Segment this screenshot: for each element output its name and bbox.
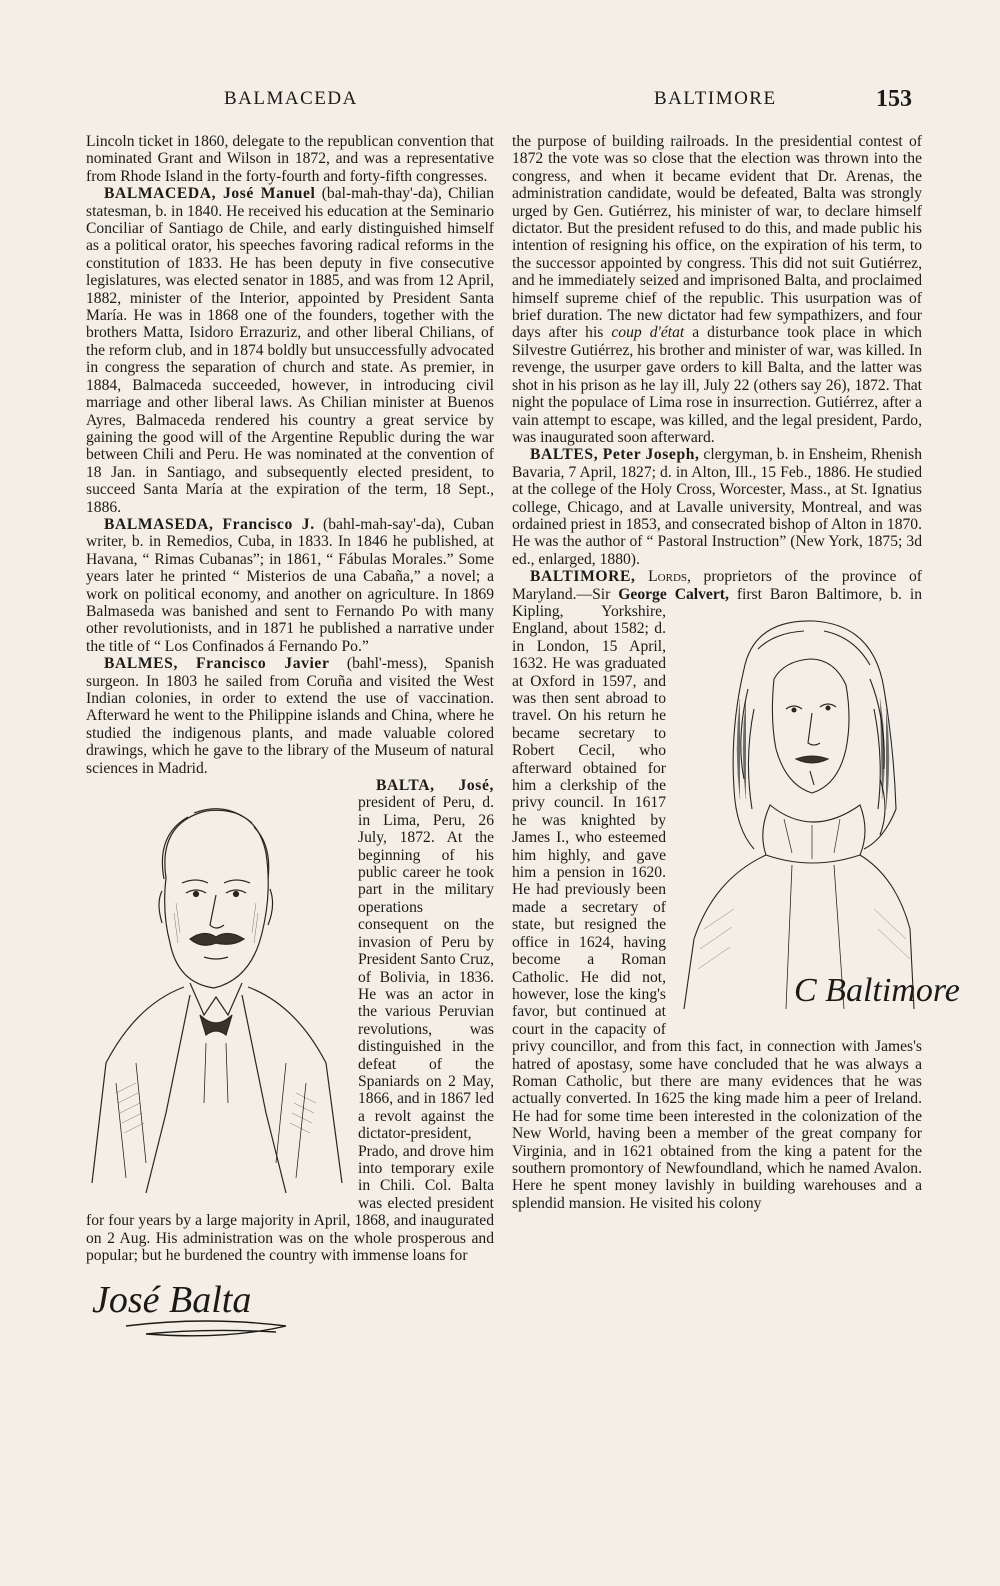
headword-balmaseda: BALMASEDA, Francisco J. — [104, 515, 315, 533]
entry-baltimore: BALTIMORE, Lords, proprietors of the province of Maryland.—Sir George Calvert, C Baltimore first Baron Baltimore, b. in Kipling, Yorkshire, England, about 1582; d. in London, 15 April, 1632. He was graduated at Oxford in 1597, and was then sent abroad to travel. On his return he became secretary to Robert Cecil, who afterward obtained for him a clerkship of the privy council. In 1617 he was knighted by James I., who esteemed him highly, and gave him a pension in 1620. He had previously been made a secretary of state, but resigned the office in 1624, having become a Roman Catholic. He did not, however, lose the king's favor, but continued at court in the capacity of privy councillor, and from this fact, in connection with James's hatred of apostasy, some have concluded that he was always a Roman Catholic, but there are many evidences that he was actually converted. In 1625 the king made him a peer of Ireland. He had for some time been interested in the colonization of the New World, having been a member of the great company for Virginia, and in 1621 obtained from the king a patent for the southern promontory of Newfoundland, which he named Avalon. Here he spent money lavishly in building warehouses and a splendid mansion. He visited his colony — [512, 568, 960, 1212]
entry-text: first Baron Baltimore, b. in Kipling, Yorkshire, England, about 1582; d. in London, 15 April, 1632. He was graduated at Oxford in 1597, and was then sent abroad to travel. On his return he became secretary to Robert Cecil, who afterward obtained for him a clerkship of the privy council. In 1617 he was knighted by James I., who esteemed him highly, and gave him a pension in 1620. He had previously been made a secretary of state, but resigned the office in 1624, having become a Roman Catholic. He did not, however, lose the king's favor, but continued at court in the capacity of privy councillor, and from this fact, in connection with James's hatred of apostasy, some have concluded that he was always a Roman Catholic, but there are many evidences that he was actually converted. In 1625 the king made him a peer of Ireland. He had for some time been interested in the colonization of the New World, having been a member of the great company for Virginia, and in 1621 obtained from the king a patent for the southern promontory of Newfoundland, which he named Avalon. Here he spent money lavishly in building warehouses and a splendid mansion. He visited his colony — [512, 585, 922, 1212]
entry-text: president of Peru, d. in Lima, Peru, 26 July, 1872. At the beginning of his public career he took part in the military operations consequent on the invasion of Peru by President Santo Cruz, of Bolivia, in 1836. He was an actor in the various Peruvian revolutions, was distinguished in the defeat of the Spaniards on 2 May, 1866, and in 1867 led a revolt against the dictator-president, Prado, and drove him into temporary exile in Chili. Col. Balta was elected president for four years by a large majority in April, 1868, and inaugurated on 2 Aug. His administration was on the whole prosperous and popular; but he burdened the country with immense loans for — [86, 794, 494, 1264]
right-column — [512, 133, 960, 1212]
entry-balmaseda — [86, 516, 494, 655]
calvert-signature: C Baltimore — [794, 971, 960, 1009]
headword-balmaceda: BALMACEDA, José Manuel — [104, 185, 316, 203]
entry-balmes — [86, 655, 494, 777]
left-column — [86, 133, 494, 1264]
running-head-left: BALMACEDA — [224, 88, 358, 109]
entry-text: clergyman, b. in Ensheim, Rhenish Bavaria, 7 April, 1827; d. in Alton, Ill., 15 Feb., 1886. He studied at the college of the Holy Cross, Worcester, Mass., at St. Ignatius college, Chicago, and at Lavalle university, Montreal, and was ordained priest in 1853, and consecrated bishop of Alton in 1870. He was the author of “ Pastoral Instruction” (New York, 1875; 3d ed., enlarged, 1880). — [512, 446, 922, 568]
lords-smallcaps: Lords — [648, 568, 688, 586]
running-head-right: BALTIMORE — [654, 88, 777, 109]
portrait-balta-image — [86, 783, 348, 1203]
entry-baltes — [512, 446, 922, 568]
page-number: 153 — [876, 86, 912, 112]
paragraph-continued: the purpose of building railroads. In the presidential contest of 1872 the vote was so close that the election was thrown into the congress, and when it became evident that Dr. Arenas, the administration candidate, would be defeated, Balta was strongly urged by Gen. Gutiérrez, his minister of war, to declare himself dictator. But the president refused to do this, and made public his intention of resigning his office, on the expiration of his term, to the successor appointed by congress. This did not suit Gutiérrez, and he immediately seized and imprisoned Balta, and proclaimed himself supreme chief of the republic. This usurpation was of brief duration. The new dictator had few sympathizers, and four days after his coup d'état a disturbance took place in which Silvestre Gutiérrez, his brother and minister of war, was killed. In revenge, the usurper gave orders to kill Balta, and the latter was shot in his prison as he lay ill, July 22 (others say 26), 1872. That night the populace of Lima rose in insurrection. Gutiérrez, after a vain attempt to escape, was killed, and the legal president, Pardo, was inaugurated soon afterward. — [512, 133, 922, 446]
subhead-george-calvert: George Calvert, — [618, 585, 729, 603]
headword-baltes: BALTES, Peter Joseph, — [530, 446, 700, 464]
balta-signature-image — [86, 1270, 326, 1350]
entry-text: (bal-mah-thay'-da), Chilian statesman, b. in 1840. He received his education at the Seminario Conciliar of Santiago de Chile, and early distinguished himself as a political orator, his speeches favoring radical reforms in the constitution of 1833. He has been deputy in five consecutive legislatures, was elected senator in 1885, and was from 12 April, 1882, minister of the Interior, appointed by President Santa María. He was in 1868 one of the founders, together with the brothers Matta, Isidoro Errazuriz, and other liberal Chilians, of the reform club, and in 1874 boldly but unsuccessfully advocated in congress the separation of church and state. As premier, in 1884, Balmaceda succeeded, however, in introducing civil marriage and other liberal laws. As Chilian minister at Buenos Ayres, Balmaceda rendered his country a great service by gaining the good will of the Argentine Republic during the war between Chili and Peru. He was nominated at the convention of 18 Jan. in Santiago, and subsequently elected president, to succeed Santa María at the expiration of the term, 18 Sept., 1886. — [86, 185, 494, 516]
paragraph-continued: Lincoln ticket in 1860, delegate to the republican convention that nominated Grant and Wilson in 1872, and was a representative from Rhode Island in the forty-fourth and forty-fifth congresses. — [86, 133, 494, 185]
entry-balmaceda — [86, 185, 494, 516]
entry-text: (bahl'-mess), Spanish surgeon. In 1803 he sailed from Coruña and visited the West Indian colonies, in order to extend the use of vaccination. Afterward he went to the Philippine islands and China, where he studied the indigenous plants, and made valuable colored drawings, which he gave to the library of the Museum of natural sciences in Madrid. — [86, 655, 494, 777]
entry-balta — [86, 777, 494, 1264]
balta-signature: José Balta — [92, 1279, 252, 1321]
entry-text: (bahl-mah-say'-da), Cuban writer, b. in Remedios, Cuba, in 1833. In 1846 he published, at Havana, “ Rimas Cubanas”; in 1861, “ Fábulas Morales.” Some years later he printed “ Misterios de una Cabaña,” a novel; a work on political economy, and another on agriculture. In 1869 Balmaseda was banished and sent to Fernando Po with many other revolutionists, and in 1871 he published a narrative under the title of “ Los Confinados á Fernando Po.” — [86, 515, 494, 655]
headword-balta: BALTA, José, — [376, 777, 494, 795]
italic-phrase: coup d'état — [611, 324, 685, 342]
headword-balmes: BALMES, Francisco Javier — [104, 655, 330, 673]
headword-baltimore: BALTIMORE, — [530, 568, 636, 586]
portrait-calvert-image — [674, 609, 960, 1019]
